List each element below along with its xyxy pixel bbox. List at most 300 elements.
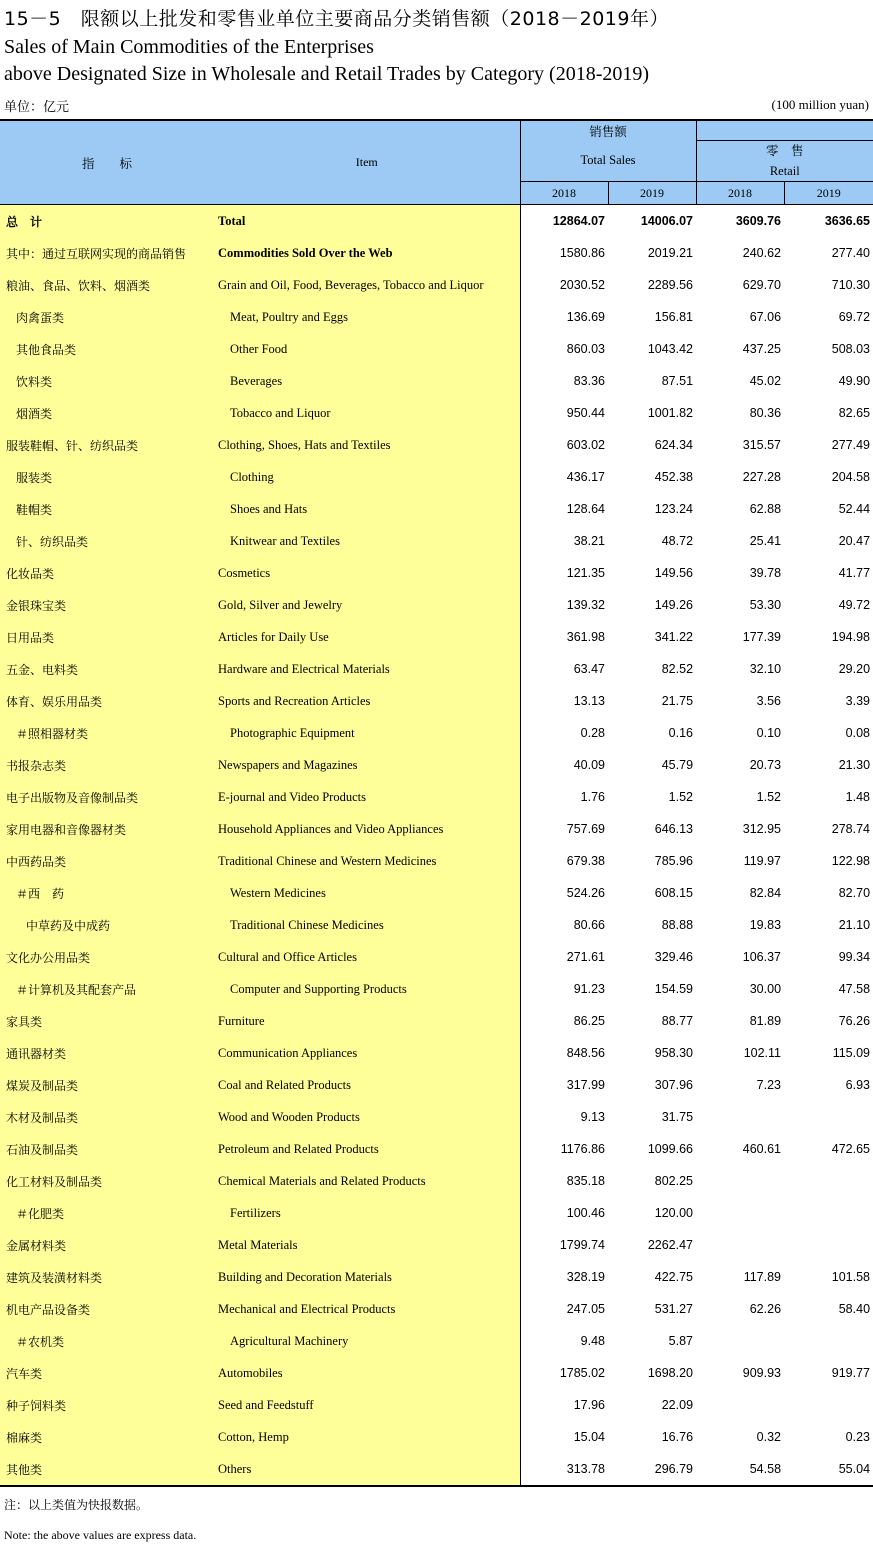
row-label-cn: 饮料类: [0, 365, 214, 397]
row-label-en: Coal and Related Products: [214, 1069, 520, 1101]
row-label-cn: ＃计算机及其配套产品: [0, 973, 214, 1005]
table-title-en-line1: Sales of Main Commodities of the Enterprises: [4, 36, 374, 58]
table-title-en-line2: above Designated Size in Wholesale and Retail Trades by Category (2018-2019): [4, 63, 650, 85]
cell-total-sales-2018: 1799.74: [559, 1238, 605, 1252]
row-label-en: Commodities Sold Over the Web: [214, 237, 520, 269]
cell-total-sales-2018: 835.18: [566, 1174, 605, 1188]
cell-retail-2018: 117.89: [743, 1270, 782, 1284]
table-row: [0, 749, 873, 781]
cell-retail-2018: 106.37: [742, 950, 782, 964]
cell-total-sales-2019: 1.52: [668, 790, 694, 804]
cell-total-sales-2018: 1580.86: [559, 246, 605, 260]
row-label-en: Automobiles: [214, 1357, 520, 1389]
cell-total-sales-2018: 317.99: [566, 1078, 605, 1092]
cell-retail-2019: 194.98: [831, 630, 871, 644]
cell-total-sales-2019: 1001.82: [647, 406, 694, 420]
cell-retail-2019: 99.34: [838, 950, 871, 964]
cell-retail-2018: 119.97: [743, 854, 782, 868]
table-row: [0, 301, 873, 333]
table-row: [0, 717, 873, 749]
cell-total-sales-2018: 91.23: [573, 982, 605, 996]
table-row: [0, 205, 873, 238]
cell-retail-2019: [784, 1101, 873, 1133]
cell-retail-2019: 76.26: [838, 1014, 871, 1028]
row-label-cn: 五金、电料类: [0, 653, 214, 685]
table-row: [0, 1261, 873, 1293]
cell-retail-2019: 101.58: [831, 1270, 871, 1284]
row-label-en: Cultural and Office Articles: [214, 941, 520, 973]
header-indicator-cn: 指 标: [0, 120, 214, 205]
cell-retail-2018: [696, 1325, 784, 1357]
cell-retail-2019: 278.74: [831, 822, 871, 836]
cell-retail-2018: 240.62: [742, 246, 782, 260]
cell-retail-2018: 67.06: [749, 310, 782, 324]
row-label-cn: 金属材料类: [0, 1229, 214, 1261]
row-label-cn: 服装类: [0, 461, 214, 493]
cell-total-sales-2018: 603.02: [566, 438, 605, 452]
row-label-cn: 石油及制品类: [0, 1133, 214, 1165]
cell-retail-2018: 312.95: [742, 822, 782, 836]
cell-retail-2018: 45.02: [749, 374, 782, 388]
cell-retail-2018: 81.89: [749, 1014, 782, 1028]
cell-total-sales-2018: 524.26: [566, 886, 605, 900]
cell-retail-2018: 7.23: [756, 1078, 782, 1092]
cell-retail-2019: 204.58: [831, 470, 871, 484]
cell-total-sales-2018: 436.17: [566, 470, 605, 484]
row-label-en: E-journal and Video Products: [214, 781, 520, 813]
cell-total-sales-2019: 2262.47: [647, 1238, 694, 1252]
table-row: [0, 813, 873, 845]
table-row: [0, 1197, 873, 1229]
cell-total-sales-2019: 22.09: [661, 1398, 694, 1412]
cell-retail-2019: 122.98: [831, 854, 871, 868]
cell-total-sales-2018: 247.05: [566, 1302, 605, 1316]
cell-total-sales-2018: 328.19: [566, 1270, 605, 1284]
row-label-en: Fertilizers: [214, 1197, 520, 1229]
row-label-en: Newspapers and Magazines: [214, 749, 520, 781]
row-label-cn: 煤炭及制品类: [0, 1069, 214, 1101]
cell-total-sales-2019: 329.46: [654, 950, 694, 964]
row-label-en: Household Appliances and Video Appliances: [214, 813, 520, 845]
table-row: [0, 1357, 873, 1389]
row-label-en: Total: [214, 205, 520, 238]
cell-retail-2019: 508.03: [831, 342, 871, 356]
table-row: [0, 1325, 873, 1357]
row-label-cn: ＃照相器材类: [0, 717, 214, 749]
cell-retail-2018: 25.41: [749, 534, 782, 548]
cell-total-sales-2019: 120.00: [654, 1206, 694, 1220]
cell-total-sales-2019: 88.77: [661, 1014, 694, 1028]
cell-retail-2018: 39.78: [749, 566, 782, 580]
cell-total-sales-2019: 1099.66: [647, 1142, 694, 1156]
cell-retail-2018: 80.36: [749, 406, 782, 420]
header-retail: [696, 141, 873, 182]
cell-total-sales-2019: 21.75: [661, 694, 694, 708]
cell-retail-2019: 6.93: [845, 1078, 871, 1092]
row-label-en: Computer and Supporting Products: [214, 973, 520, 1005]
cell-total-sales-2018: 139.32: [566, 598, 605, 612]
cell-total-sales-2019: 48.72: [661, 534, 694, 548]
table-row: [0, 1229, 873, 1261]
table-row: [0, 973, 873, 1005]
table-row: [0, 653, 873, 685]
row-label-cn: ＃化肥类: [0, 1197, 214, 1229]
cell-retail-2019: 20.47: [838, 534, 871, 548]
row-label-en: Seed and Feedstuff: [214, 1389, 520, 1421]
table-row: [0, 909, 873, 941]
cell-total-sales-2018: 9.48: [580, 1334, 605, 1348]
cell-retail-2018: 177.39: [742, 630, 782, 644]
row-label-en: Petroleum and Related Products: [214, 1133, 520, 1165]
row-label-cn: 木材及制品类: [0, 1101, 214, 1133]
table-row: [0, 365, 873, 397]
cell-retail-2018: 629.70: [742, 278, 782, 292]
footnote-en: Note: the above values are express data.: [4, 1528, 197, 1542]
cell-retail-2018: 20.73: [749, 758, 782, 772]
row-label-en: Articles for Daily Use: [214, 621, 520, 653]
cell-retail-2019: 710.30: [831, 278, 871, 292]
cell-total-sales-2018: 121.35: [566, 566, 605, 580]
cell-retail-2019: [784, 1389, 873, 1421]
cell-total-sales-2019: 1043.42: [647, 342, 694, 356]
row-label-cn: 针、纺织品类: [0, 525, 214, 557]
cell-total-sales-2019: 1698.20: [647, 1366, 694, 1380]
cell-total-sales-2019: 958.30: [654, 1046, 694, 1060]
cell-total-sales-2019: 154.59: [654, 982, 694, 996]
table-row: [0, 1421, 873, 1453]
cell-total-sales-2019: 646.13: [654, 822, 694, 836]
cell-retail-2019: [784, 1165, 873, 1197]
table-row: [0, 589, 873, 621]
cell-total-sales-2018: 679.38: [566, 854, 605, 868]
table-row: [0, 1037, 873, 1069]
cell-retail-2019: 49.72: [838, 598, 871, 612]
cell-retail-2018: 0.10: [756, 726, 782, 740]
header-total-sales-cn: 销售额: [520, 120, 696, 141]
cell-retail-2019: 55.04: [784, 1453, 873, 1486]
cell-total-sales-2019: 45.79: [661, 758, 694, 772]
cell-retail-2019: [784, 1229, 873, 1261]
cell-total-sales-2019: 0.16: [668, 726, 694, 740]
cell-total-sales-2018: 80.66: [573, 918, 605, 932]
cell-total-sales-2019: 149.26: [654, 598, 694, 612]
table-header: [0, 120, 873, 205]
row-label-en: Mechanical and Electrical Products: [214, 1293, 520, 1325]
row-label-cn: 种子饲料类: [0, 1389, 214, 1421]
cell-retail-2019: 277.49: [831, 438, 871, 452]
row-label-en: Other Food: [214, 333, 520, 365]
cell-retail-2018: 30.00: [749, 982, 782, 996]
row-label-en: Clothing: [214, 461, 520, 493]
header-retail-cn: 零 售: [766, 143, 804, 158]
row-label-cn: 书报杂志类: [0, 749, 214, 781]
cell-retail-2018: 53.30: [749, 598, 782, 612]
cell-retail-2018: 460.61: [742, 1142, 782, 1156]
cell-total-sales-2019: 802.25: [654, 1174, 694, 1188]
header-top-blank: [696, 120, 873, 141]
cell-retail-2018: 19.83: [749, 918, 782, 932]
row-label-cn: 日用品类: [0, 621, 214, 653]
cell-total-sales-2018: 860.03: [566, 342, 605, 356]
row-label-en: Others: [214, 1453, 520, 1486]
cell-total-sales-2018: 1176.86: [560, 1142, 605, 1156]
table-row: [0, 493, 873, 525]
cell-total-sales-2019: 123.24: [654, 502, 694, 516]
row-label-en: Agricultural Machinery: [214, 1325, 520, 1357]
row-label-cn: 棉麻类: [0, 1421, 214, 1453]
table-row: [0, 333, 873, 365]
row-label-cn: 文化办公用品类: [0, 941, 214, 973]
row-label-en: Building and Decoration Materials: [214, 1261, 520, 1293]
table-row: [0, 781, 873, 813]
cell-total-sales-2018: 848.56: [566, 1046, 605, 1060]
header-item-en: Item: [214, 120, 520, 205]
header-year-sales-2019: 2019: [608, 182, 696, 205]
cell-total-sales-2018: 100.46: [566, 1206, 605, 1220]
table-row: [0, 845, 873, 877]
cell-total-sales-2018: 757.69: [566, 822, 605, 836]
cell-retail-2019: 277.40: [831, 246, 871, 260]
cell-total-sales-2018: 950.44: [566, 406, 605, 420]
cell-retail-2018: [696, 1165, 784, 1197]
cell-total-sales-2019: 14006.07: [640, 214, 694, 228]
cell-retail-2018: 62.88: [749, 502, 782, 516]
row-label-cn: 服装鞋帽、针、纺织品类: [0, 429, 214, 461]
cell-retail-2019: 41.77: [838, 566, 871, 580]
header-total-sales-en: Total Sales: [520, 141, 696, 182]
table-row: [0, 397, 873, 429]
cell-retail-2019: 3636.65: [824, 214, 871, 228]
cell-retail-2019: 919.77: [831, 1366, 871, 1380]
row-label-cn: ＃西 药: [0, 877, 214, 909]
row-label-en: Meat, Poultry and Eggs: [214, 301, 520, 333]
cell-total-sales-2019: 452.38: [654, 470, 694, 484]
row-label-cn: 电子出版物及音像制品类: [0, 781, 214, 813]
cell-retail-2018: 3609.76: [735, 214, 782, 228]
cell-total-sales-2019: 2289.56: [647, 278, 694, 292]
cell-total-sales-2018: 271.61: [566, 950, 605, 964]
cell-total-sales-2019: 82.52: [661, 662, 694, 676]
cell-retail-2019: 47.58: [838, 982, 871, 996]
row-label-en: Metal Materials: [214, 1229, 520, 1261]
row-label-en: Furniture: [214, 1005, 520, 1037]
row-label-en: Chemical Materials and Related Products: [214, 1165, 520, 1197]
table-row: [0, 269, 873, 301]
cell-retail-2018: 909.93: [742, 1366, 782, 1380]
cell-retail-2018: 54.58: [696, 1453, 784, 1486]
cell-total-sales-2018: 361.98: [566, 630, 605, 644]
row-label-cn: 粮油、食品、饮料、烟酒类: [0, 269, 214, 301]
cell-total-sales-2019: 296.79: [608, 1453, 696, 1486]
row-label-cn: 鞋帽类: [0, 493, 214, 525]
table-row: [0, 941, 873, 973]
header-year-retail-2018: 2018: [696, 182, 784, 205]
table-row: [0, 1389, 873, 1421]
table-row: [0, 461, 873, 493]
row-label-en: Traditional Chinese Medicines: [214, 909, 520, 941]
cell-retail-2018: 437.25: [742, 342, 782, 356]
row-label-cn: 中草药及中成药: [0, 909, 214, 941]
cell-total-sales-2018: 63.47: [573, 662, 605, 676]
row-label-en: Traditional Chinese and Western Medicines: [214, 845, 520, 877]
table-row: [0, 1005, 873, 1037]
cell-retail-2018: 82.84: [749, 886, 782, 900]
cell-retail-2019: 82.70: [838, 886, 871, 900]
cell-retail-2019: 58.40: [838, 1302, 871, 1316]
cell-total-sales-2018: 1785.02: [559, 1366, 605, 1380]
cell-retail-2018: [696, 1101, 784, 1133]
row-label-cn: 机电产品设备类: [0, 1293, 214, 1325]
cell-total-sales-2019: 149.56: [654, 566, 694, 580]
row-label-en: Knitwear and Textiles: [214, 525, 520, 557]
row-label-en: Tobacco and Liquor: [214, 397, 520, 429]
table-row: [0, 621, 873, 653]
cell-total-sales-2018: 313.78: [520, 1453, 608, 1486]
cell-retail-2019: [784, 1325, 873, 1357]
row-label-cn: 中西药品类: [0, 845, 214, 877]
cell-retail-2019: 21.30: [838, 758, 871, 772]
cell-total-sales-2018: 17.96: [573, 1398, 605, 1412]
cell-total-sales-2019: 2019.21: [647, 246, 694, 260]
cell-retail-2019: 1.48: [845, 790, 871, 804]
row-label-en: Sports and Recreation Articles: [214, 685, 520, 717]
cell-total-sales-2018: 136.69: [566, 310, 605, 324]
cell-retail-2019: 0.23: [845, 1430, 871, 1444]
row-label-cn: 总 计: [0, 205, 214, 238]
sales-table-container: [0, 119, 873, 1487]
cell-retail-2019: 115.09: [832, 1046, 871, 1060]
cell-retail-2018: [696, 1229, 784, 1261]
cell-total-sales-2018: 86.25: [573, 1014, 605, 1028]
cell-retail-2018: 315.57: [742, 438, 782, 452]
row-label-en: Western Medicines: [214, 877, 520, 909]
cell-retail-2019: [784, 1197, 873, 1229]
row-label-cn: 汽车类: [0, 1357, 214, 1389]
cell-total-sales-2018: 128.64: [566, 502, 605, 516]
table-row: [0, 877, 873, 909]
table-row: [0, 525, 873, 557]
cell-total-sales-2018: 13.13: [573, 694, 605, 708]
row-label-en: Communication Appliances: [214, 1037, 520, 1069]
cell-total-sales-2019: 16.76: [661, 1430, 694, 1444]
cell-retail-2018: 32.10: [749, 662, 782, 676]
cell-total-sales-2018: 83.36: [573, 374, 605, 388]
cell-total-sales-2018: 38.21: [573, 534, 605, 548]
cell-retail-2019: 21.10: [838, 918, 871, 932]
cell-total-sales-2019: 531.27: [654, 1302, 694, 1316]
unit-label-cn: 单位：亿元: [4, 100, 70, 115]
row-label-cn: ＃农机类: [0, 1325, 214, 1357]
cell-total-sales-2018: 9.13: [580, 1110, 605, 1124]
cell-retail-2018: [696, 1389, 784, 1421]
table-body: [0, 205, 873, 1487]
row-label-en: Shoes and Hats: [214, 493, 520, 525]
unit-label-en: (100 million yuan): [771, 97, 869, 112]
table-row: [0, 1165, 873, 1197]
cell-total-sales-2018: 40.09: [573, 758, 605, 772]
row-label-cn: 金银珠宝类: [0, 589, 214, 621]
table-row: [0, 429, 873, 461]
cell-retail-2018: 62.26: [749, 1302, 782, 1316]
cell-total-sales-2019: 156.81: [654, 310, 694, 324]
table-row: [0, 1069, 873, 1101]
cell-retail-2018: 227.28: [742, 470, 782, 484]
row-label-en: Cotton, Hemp: [214, 1421, 520, 1453]
cell-total-sales-2019: 31.75: [661, 1110, 694, 1124]
header-retail-en: Retail: [769, 164, 800, 178]
row-label-cn: 化工材料及制品类: [0, 1165, 214, 1197]
row-label-en: Clothing, Shoes, Hats and Textiles: [214, 429, 520, 461]
footnote-cn: 注：以上类值为快报数据。: [4, 1498, 149, 1512]
cell-total-sales-2019: 341.22: [654, 630, 694, 644]
cell-total-sales-2019: 5.87: [668, 1334, 694, 1348]
header-year-retail-2019: 2019: [784, 182, 873, 205]
cell-retail-2019: 0.08: [845, 726, 871, 740]
cell-retail-2019: 49.90: [838, 374, 871, 388]
row-label-en: Beverages: [214, 365, 520, 397]
row-label-cn: 体育、娱乐用品类: [0, 685, 214, 717]
table-row: [0, 685, 873, 717]
row-label-en: Wood and Wooden Products: [214, 1101, 520, 1133]
cell-total-sales-2018: 15.04: [573, 1430, 605, 1444]
cell-retail-2019: 82.65: [838, 406, 871, 420]
row-label-cn: 家用电器和音像器材类: [0, 813, 214, 845]
cell-total-sales-2018: 12864.07: [552, 214, 605, 228]
cell-retail-2018: 1.52: [756, 790, 782, 804]
row-label-cn: 化妆品类: [0, 557, 214, 589]
cell-total-sales-2019: 88.88: [661, 918, 694, 932]
table-row: [0, 1133, 873, 1165]
cell-total-sales-2019: 307.96: [654, 1078, 694, 1092]
cell-total-sales-2018: 0.28: [580, 726, 605, 740]
cell-total-sales-2019: 785.96: [654, 854, 694, 868]
cell-total-sales-2019: 608.15: [654, 886, 694, 900]
row-label-cn: 肉禽蛋类: [0, 301, 214, 333]
table-row: [0, 1293, 873, 1325]
cell-retail-2019: 3.39: [845, 694, 871, 708]
cell-retail-2019: 472.65: [831, 1142, 871, 1156]
row-label-cn: 其中：通过互联网实现的商品销售: [0, 237, 214, 269]
row-label-en: Photographic Equipment: [214, 717, 520, 749]
cell-retail-2018: 3.56: [756, 694, 782, 708]
cell-retail-2018: 102.11: [743, 1046, 782, 1060]
table-row: [0, 1101, 873, 1133]
row-label-en: Grain and Oil, Food, Beverages, Tobacco and Liquor: [214, 269, 520, 301]
row-label-cn: 其他食品类: [0, 333, 214, 365]
row-label-cn: 家具类: [0, 1005, 214, 1037]
cell-retail-2019: 69.72: [838, 310, 871, 324]
cell-total-sales-2018: 1.76: [580, 790, 605, 804]
row-label-en: Gold, Silver and Jewelry: [214, 589, 520, 621]
row-label-cn: 通讯器材类: [0, 1037, 214, 1069]
sales-table: [0, 119, 873, 1487]
cell-retail-2019: 29.20: [838, 662, 871, 676]
row-label-cn: 建筑及装潢材料类: [0, 1261, 214, 1293]
row-label-cn: 其他类: [0, 1453, 214, 1486]
cell-total-sales-2018: 2030.52: [559, 278, 605, 292]
table-title-cn: 15－5 限额以上批发和零售业单位主要商品分类销售额（2018－2019年）: [4, 8, 669, 30]
cell-total-sales-2019: 624.34: [654, 438, 694, 452]
table-row: [0, 1453, 873, 1486]
row-label-en: Hardware and Electrical Materials: [214, 653, 520, 685]
table-row: [0, 557, 873, 589]
cell-total-sales-2019: 87.51: [661, 374, 694, 388]
table-row: [0, 237, 873, 269]
row-label-en: Cosmetics: [214, 557, 520, 589]
cell-retail-2018: 0.32: [756, 1430, 782, 1444]
header-year-sales-2018: 2018: [520, 182, 608, 205]
row-label-cn: 烟酒类: [0, 397, 214, 429]
